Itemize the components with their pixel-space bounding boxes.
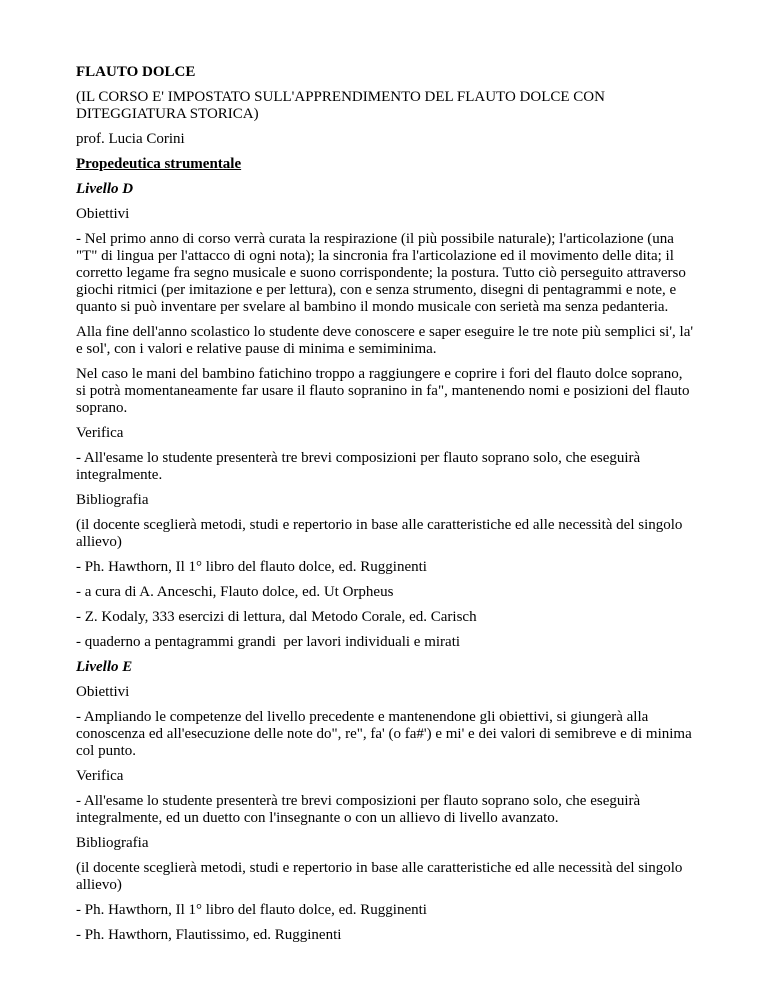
level-d-bibliography-item: - Ph. Hawthorn, Il 1° libro del flauto dolce, ed. Rugginenti	[76, 559, 427, 575]
level-d-objective-paragraph: Nel caso le mani del bambino fatichino troppo a raggiungere e coprire i fori del flauto dolce soprano, si potrà momentaneamente far usare il flauto sopranino in fa", mantenendo nomi e posizioni del flauto soprano.	[76, 366, 690, 416]
level-e-heading: Livello E	[76, 659, 133, 675]
level-d-bibliography-label: Bibliografia	[76, 492, 149, 508]
level-e-bibliography-label: Bibliografia	[76, 835, 149, 851]
section-heading: Propedeutica strumentale	[76, 156, 242, 172]
doc-title: FLAUTO DOLCE	[76, 64, 196, 80]
level-d-heading: Livello D	[76, 181, 134, 197]
level-e-objectives-label: Obiettivi	[76, 684, 130, 700]
level-e-bibliography-item: - Ph. Hawthorn, Il 1° libro del flauto dolce, ed. Rugginenti	[76, 902, 427, 918]
level-d-verification-label: Verifica	[76, 425, 124, 441]
level-d-verification-text: - All'esame lo studente presenterà tre brevi composizioni per flauto soprano solo, che eseguirà integralmente.	[76, 450, 641, 483]
level-d-objective-paragraph: Alla fine dell'anno scolastico lo studente deve conoscere e saper eseguire le tre note più semplici si', la' e sol', con i valori e relative pause di minima e semiminima.	[76, 324, 694, 357]
level-d-bibliography-note: (il docente sceglierà metodi, studi e repertorio in base alle caratteristiche ed alle necessità del singolo allievo)	[76, 517, 683, 550]
level-e-verification-label: Verifica	[76, 768, 124, 784]
level-e-objective-paragraph: - Ampliando le competenze del livello precedente e mantenendone gli obiettivi, si giungerà alla conoscenza ed all'esecuzione delle note do", re", fa' (o fa#') e mi' e dei valori di semibreve e di minima col punto.	[76, 709, 692, 759]
teacher-name: prof. Lucia Corini	[76, 131, 185, 147]
level-e-verification-text: - All'esame lo studente presenterà tre brevi composizioni per flauto soprano solo, che eseguirà integralmente, ed un duetto con l'insegnante o con un allievo di livello avanzato.	[76, 793, 641, 826]
level-d-objectives-label: Obiettivi	[76, 206, 130, 222]
level-d-bibliography-item: - quaderno a pentagrammi grandi per lavori individuali e mirati	[76, 634, 461, 650]
level-e-bibliography-note: (il docente sceglierà metodi, studi e repertorio in base alle caratteristiche ed alle necessità del singolo allievo)	[76, 860, 683, 893]
level-e-bibliography-item: - Ph. Hawthorn, Flautissimo, ed. Rugginenti	[76, 927, 342, 943]
level-d-bibliography-item: - a cura di A. Anceschi, Flauto dolce, ed. Ut Orpheus	[76, 584, 394, 600]
level-d-objective-paragraph: - Nel primo anno di corso verrà curata la respirazione (il più possibile naturale); l'articolazione (una "T" di lingua per l'attacco di ogni nota); la sincronia fra l'articolazione ed il movimento delle dita; il corretto legame fra segno musicale e suono corrispondente; la postura. Tutto ciò perseguito attraverso giochi ritmici (per imitazione e per lettura), con e senza strumento, disegni di pentagrammi e note, e quanto si può inventare per svelare al bambino il mondo musicale con serietà ma senza pedanteria.	[76, 231, 686, 315]
document-page	[76, 64, 696, 952]
doc-subtitle: (IL CORSO E' IMPOSTATO SULL'APPRENDIMENTO DEL FLAUTO DOLCE CON DITEGGIATURA STORICA)	[76, 89, 605, 122]
level-d-bibliography-item: - Z. Kodaly, 333 esercizi di lettura, dal Metodo Corale, ed. Carisch	[76, 609, 477, 625]
